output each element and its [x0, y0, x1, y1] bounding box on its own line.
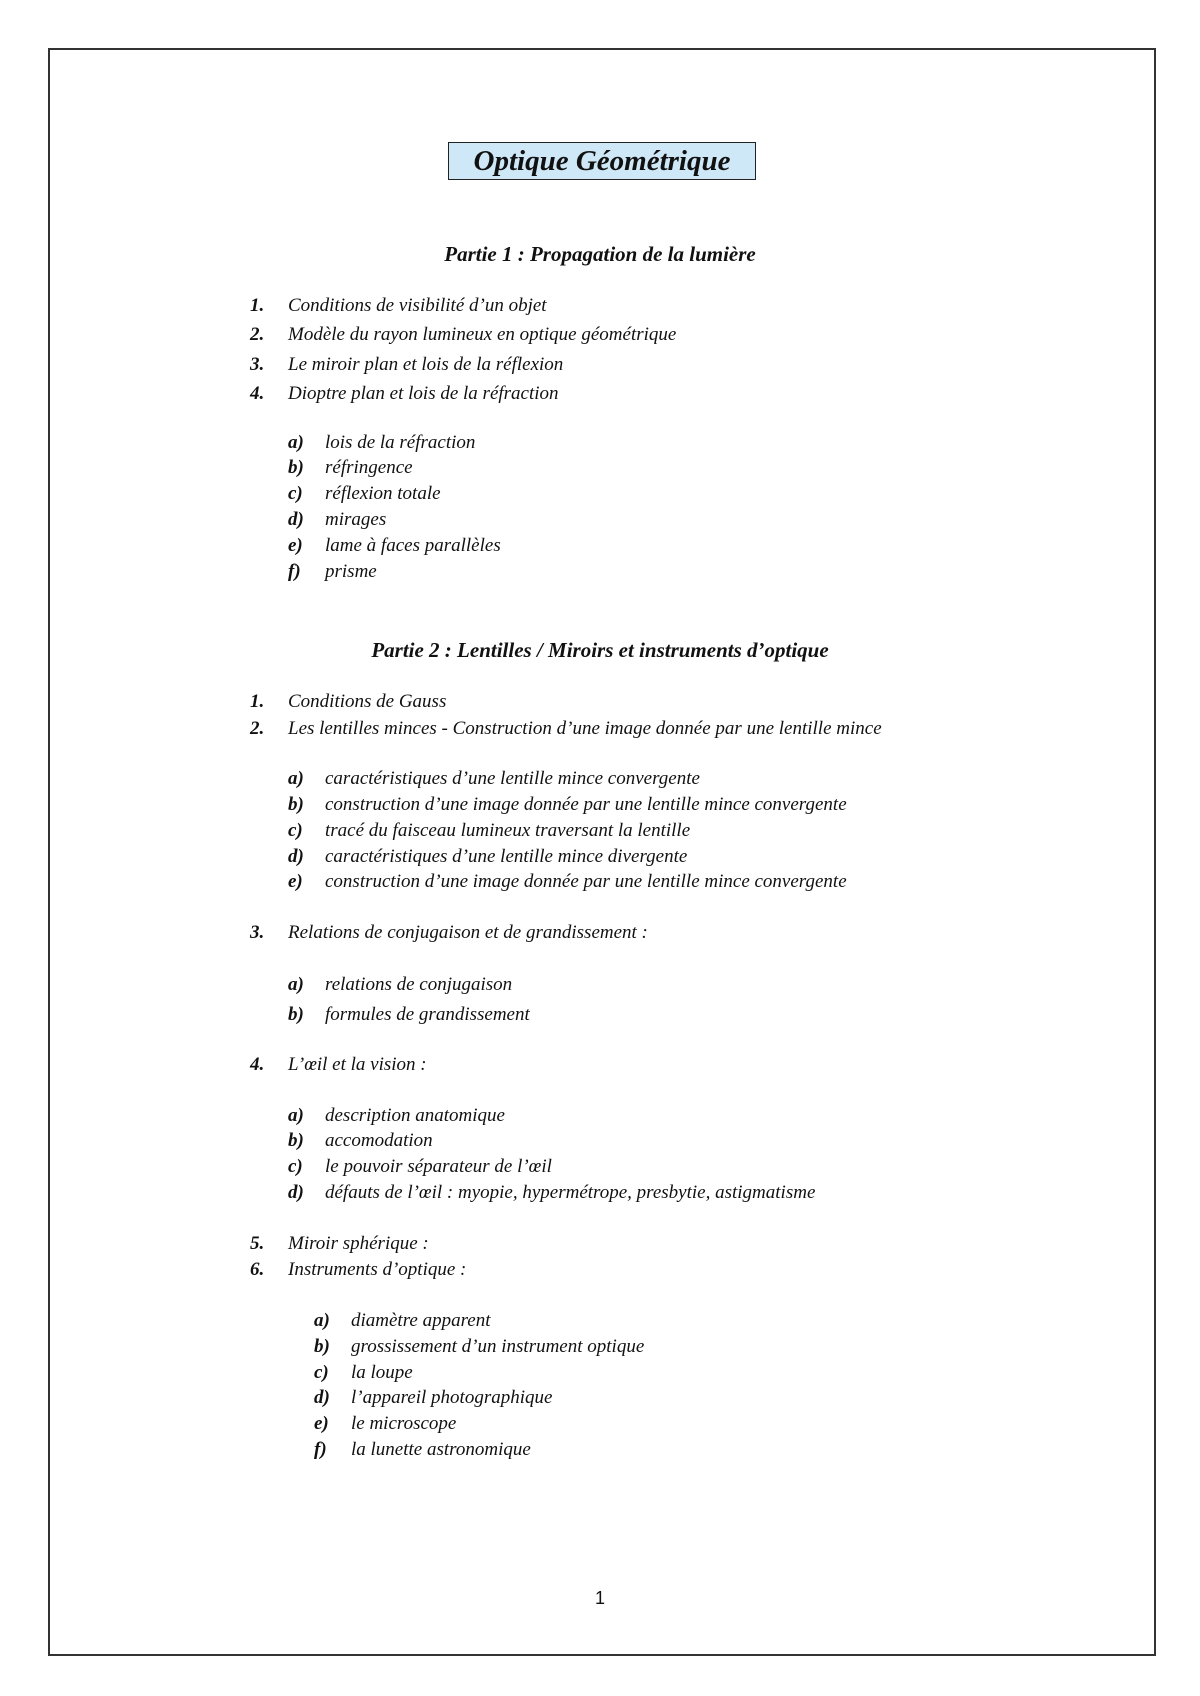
- sub-item-letter: e): [288, 535, 303, 556]
- sub-item-letter: d): [314, 1387, 330, 1408]
- item-text: Dioptre plan et lois de la réfraction: [288, 383, 559, 404]
- sub-item-letter: b): [288, 1004, 304, 1025]
- sub-item-letter: a): [288, 1105, 304, 1126]
- item-number: 3.: [250, 922, 265, 943]
- sub-item-text: accomodation: [325, 1130, 433, 1151]
- item-text: L’œil et la vision :: [288, 1054, 427, 1075]
- sub-item-letter: c): [288, 483, 303, 504]
- item-number: 4.: [250, 1054, 265, 1075]
- sub-item-text: description anatomique: [325, 1105, 505, 1126]
- sub-item-text: la lunette astronomique: [351, 1439, 531, 1460]
- sub-item-text: le pouvoir séparateur de l’œil: [325, 1156, 552, 1177]
- sub-item-text: le microscope: [351, 1413, 457, 1434]
- sub-item-letter: e): [314, 1413, 329, 1434]
- sub-item-text: l’appareil photographique: [351, 1387, 553, 1408]
- sub-item-text: réfringence: [325, 457, 413, 478]
- sub-item-text: mirages: [325, 509, 387, 530]
- sub-item-text: réflexion totale: [325, 483, 441, 504]
- sub-item-letter: d): [288, 1182, 304, 1203]
- item-text: Conditions de Gauss: [288, 691, 447, 712]
- sub-item-text: tracé du faisceau lumineux traversant la lentille: [325, 820, 691, 841]
- document-title: Optique Géométrique: [448, 142, 756, 180]
- sub-item-text: caractéristiques d’une lentille mince divergente: [325, 846, 688, 867]
- sub-item-text: construction d’une image donnée par une lentille mince convergente: [325, 871, 847, 892]
- item-number: 2.: [250, 324, 265, 345]
- sub-item-letter: c): [288, 820, 303, 841]
- sub-item-text: lame à faces parallèles: [325, 535, 501, 556]
- sub-item-text: grossissement d’un instrument optique: [351, 1336, 645, 1357]
- sub-item-letter: a): [288, 432, 304, 453]
- sub-item-letter: f): [288, 561, 301, 582]
- sub-item-letter: b): [288, 794, 304, 815]
- item-number: 1.: [250, 691, 265, 712]
- sub-item-letter: b): [288, 1130, 304, 1151]
- sub-item-letter: d): [288, 846, 304, 867]
- item-number: 6.: [250, 1259, 265, 1280]
- sub-item-letter: c): [288, 1156, 303, 1177]
- sub-item-text: formules de grandissement: [325, 1004, 530, 1025]
- sub-item-text: lois de la réfraction: [325, 432, 476, 453]
- sub-item-letter: a): [288, 768, 304, 789]
- sub-item-letter: b): [288, 457, 304, 478]
- page-number: 1: [594, 1588, 605, 1608]
- item-text: Instruments d’optique :: [288, 1259, 467, 1280]
- sub-item-text: relations de conjugaison: [325, 974, 513, 995]
- sub-item-text: défauts de l’œil : myopie, hypermétrope, presbytie, astigmatisme: [325, 1182, 816, 1203]
- sub-item-text: la loupe: [351, 1362, 413, 1383]
- sub-item-text: diamètre apparent: [351, 1310, 491, 1331]
- sub-item-text: prisme: [325, 561, 377, 582]
- item-text: Relations de conjugaison et de grandissement :: [288, 922, 648, 943]
- sub-item-letter: e): [288, 871, 303, 892]
- item-text: Miroir sphérique :: [288, 1233, 429, 1254]
- item-text: Conditions de visibilité d’un objet: [288, 295, 547, 316]
- item-number: 5.: [250, 1233, 265, 1254]
- sub-item-text: caractéristiques d’une lentille mince convergente: [325, 768, 700, 789]
- sub-item-letter: b): [314, 1336, 330, 1357]
- sub-item-text: construction d’une image donnée par une lentille mince convergente: [325, 794, 847, 815]
- item-text: Le miroir plan et lois de la réflexion: [288, 354, 564, 375]
- sub-item-letter: a): [314, 1310, 330, 1331]
- sub-item-letter: c): [314, 1362, 329, 1383]
- sub-item-letter: d): [288, 509, 304, 530]
- sub-item-letter: f): [314, 1439, 327, 1460]
- item-text: Les lentilles minces - Construction d’une image donnée par une lentille mince: [288, 718, 882, 739]
- item-number: 3.: [250, 354, 265, 375]
- sub-item-letter: a): [288, 974, 304, 995]
- item-number: 4.: [250, 383, 265, 404]
- item-number: 1.: [250, 295, 265, 316]
- item-text: Modèle du rayon lumineux en optique géométrique: [288, 324, 677, 345]
- item-number: 2.: [250, 718, 265, 739]
- part1-heading: Partie 1 : Propagation de la lumière: [444, 242, 756, 266]
- part2-heading: Partie 2 : Lentilles / Miroirs et instruments d’optique: [371, 638, 829, 662]
